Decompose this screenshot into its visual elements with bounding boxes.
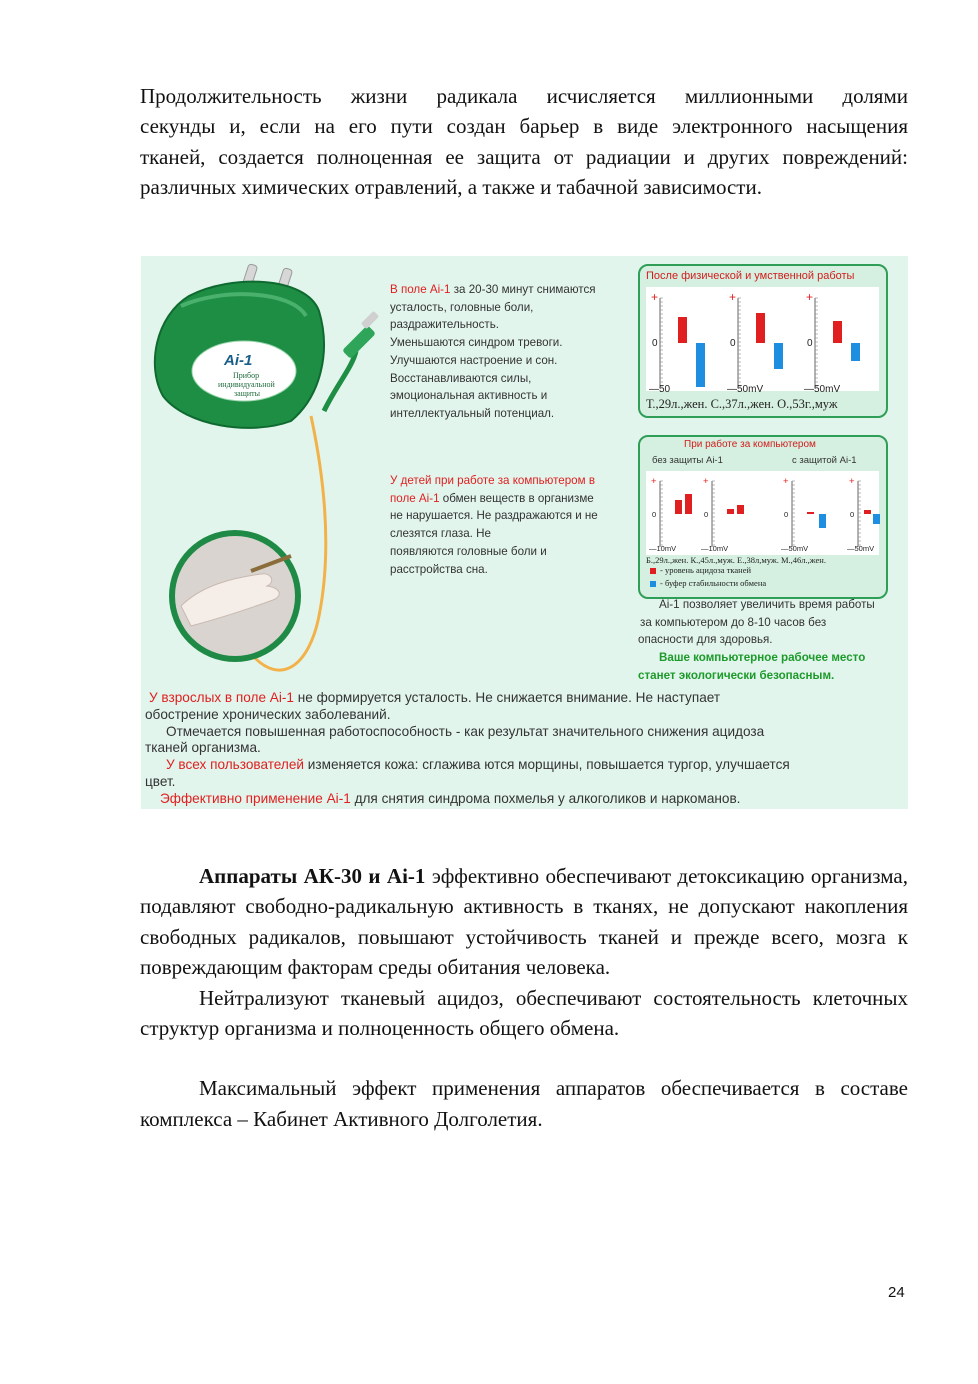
bar-acidosis [678, 317, 687, 343]
ai1-figure [141, 256, 908, 809]
mini-bar [807, 512, 814, 514]
panel-after-work-title: После физической и умственной работы [646, 270, 855, 282]
bar-acidosis [756, 313, 765, 343]
legend-red [650, 568, 656, 574]
clip-cable [324, 351, 356, 411]
axis-plus: + [806, 290, 814, 304]
intro-line-3: тканей, создается полноценная ее защита от радиации и других повреждений: [140, 144, 908, 169]
axis-zero: 0 [730, 338, 736, 349]
intro-line-4: различных химических отравлений, а также и табачной зависимости. [140, 175, 762, 200]
legend-blue-label: - буфер стабильности обмена [660, 578, 767, 588]
alligator-clip [342, 325, 376, 359]
effects-highlight: В поле Ai-1 [390, 283, 451, 296]
outro-paragraph-3: Максимальный эффект применения аппаратов обеспечивается в составе комплекса – Кабинет Активного Долголетия. [140, 1076, 908, 1131]
axis-zero: 0 [652, 510, 657, 519]
axis-plus: + [703, 476, 709, 487]
axis-plus: + [651, 290, 659, 304]
axis-scale: —50mV [847, 544, 875, 553]
bar-acidosis [833, 321, 842, 343]
axis-zero: 0 [850, 510, 855, 519]
device-line-1: Прибор [233, 371, 260, 380]
panel-computer-work [638, 435, 888, 599]
axis-plus: + [651, 476, 657, 487]
adults-text: У взрослых в поле Ai-1 не формируется усталость. Не снижается внимание. Не наступает обострение хронических заболеваний. Отмечается повышенная работоспособность - как результат значительного снижения ацидоза тканей организма. У всех пользователей изменяется кожа: сглажива ются морщины, повышается тургор, улучшается цвет. Эффективно применение Ai-1 для снятия синдрома похмелья у алкоголиков и наркоманов. [145, 690, 790, 806]
mini-bar [727, 509, 734, 514]
device-line-2: индивидуальной [218, 380, 275, 389]
panel-computer-work-caption: Б.,29л.,жен. К.,45л.,муж. Е.,38л,муж. М.,46л.,жен. [646, 555, 826, 565]
effects-text: В поле Ai-1 за 20-30 минут снимаются усталость, головные боли, раздражительность. Уменьшаются синдром тревоги. Улучшаются настроение и сон. Восстанавливаются силы, эмоциональная активность и интеллектуальный потенциал. [390, 283, 596, 420]
device-brand: Ai-1 [224, 352, 253, 369]
axis-zero: 0 [704, 510, 709, 519]
bar-buffer [696, 343, 705, 387]
axis-scale: —10mV [701, 544, 729, 553]
legend-blue [650, 581, 656, 587]
bar-buffer [774, 343, 783, 369]
axis-scale: —50 [649, 384, 671, 395]
axis-zero: 0 [784, 510, 789, 519]
panel-computer-work-title: При работе за компьютером [684, 439, 816, 450]
device-line-3: защиты [234, 389, 261, 398]
mini-bar [737, 505, 744, 514]
panel-after-work-chart [640, 266, 886, 416]
axis-plus: + [849, 476, 855, 487]
mini-bar [675, 500, 682, 514]
mini-bar [819, 514, 826, 528]
outro-paragraph-1: Аппараты АК-30 и Ai-1 эффективно обеспечивают детоксикацию организма, подавляют свободно-радикальную активность в тканях, не допускают накопления свободных радикалов, повышают устойчивость тканей и прежде всего, мозга к повреждающим факторам среды обитания человека. [140, 864, 908, 980]
label-without-protection: без защиты Ai-1 [652, 455, 723, 466]
bar-buffer [851, 343, 860, 361]
axis-scale: —50mV [781, 544, 809, 553]
axis-scale: —50mV [727, 384, 764, 395]
outro-paragraph-2: Нейтрализуют тканевый ацидоз, обеспечивают состоятельность клеточных структур организма и полноценность общего обмена. [140, 985, 908, 1041]
label-with-protection: с защитой Ai-1 [792, 455, 857, 466]
page-number: 24 [888, 1284, 905, 1301]
intro-paragraph [140, 81, 908, 203]
axis-plus: + [729, 290, 737, 304]
axis-plus: + [783, 476, 789, 487]
axis-zero: 0 [807, 338, 813, 349]
axis-zero: 0 [652, 338, 658, 349]
panel-after-work [638, 264, 888, 418]
axis-scale: —10mV [649, 544, 677, 553]
mini-bar [873, 514, 880, 524]
worktime-text: Ai-1 позволяет увеличить время работы за компьютером до 8-10 часов без опасности для здоровья. Ваше компьютерное рабочее место станет экологически безопасным. [638, 598, 875, 682]
outro [140, 861, 908, 1134]
intro-line-1: Продолжительность жизни радикала исчисляется миллионными долями [140, 84, 908, 108]
axis-scale: —50mV [804, 384, 841, 395]
children-text: У детей при работе за компьютером в поле Ai-1 обмен веществ в организме не нарушается. Не раздражаются и не слезятся глаза. Не появляются головные боли и расстройства сна. [390, 474, 598, 576]
legend-red-label: - уровень ацидоза тканей [660, 565, 752, 575]
panel-after-work-caption: Т.,29л.,жен. С.,37л.,жен. О.,53г.,муж [646, 397, 838, 411]
intro-line-2: секунды и, если на его пути создан барьер в виде электронного насыщения [140, 114, 908, 139]
mini-bar [864, 510, 871, 514]
mini-bar [685, 494, 692, 514]
